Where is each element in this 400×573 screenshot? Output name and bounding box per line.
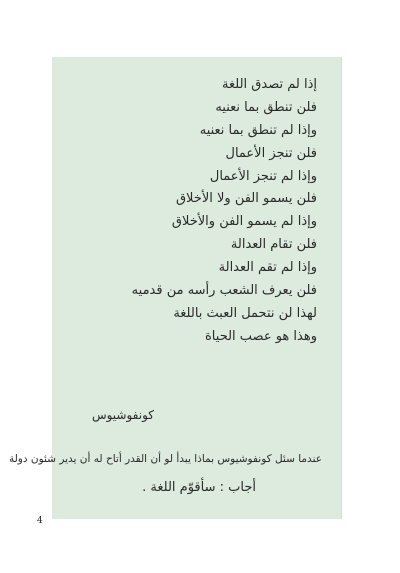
poem-line-12: وهذا هو عصب الحياة [205, 328, 317, 344]
poem-line-4: فلن تنجز الأعمال [225, 145, 317, 161]
poem-line-3: وإذا لم تنطق بما نعنيه [199, 122, 317, 138]
poem-line-8: فلن تقام العدالة [230, 237, 317, 253]
poem-line-6: فلن يسمو الفن ولا الأخلاق [175, 191, 317, 207]
page-card [8, 57, 342, 519]
poem-line-1: إذا لم تصدق اللغة [222, 77, 317, 92]
poem-line-11: لهذا لن نتحمل العبث باللغة [173, 305, 317, 321]
author-name: كونفوشيوس [91, 408, 154, 422]
poem-line-2: فلن تنطق بما نعنيه [215, 99, 317, 115]
poem-line-9: وإذا لم تقم العدالة [218, 260, 317, 276]
poem-line-7: وإذا لم يسمو الفن والأخلاق [171, 214, 317, 230]
poem-block [87, 74, 317, 349]
question-text: عندما سئل كونفوشيوس بماذا يبدأ لو أن القدر أتاح له أن يدير شئون دولة [8, 453, 322, 465]
poem-line-10: فلن يعرف الشعب رأسه من قدميه [131, 283, 317, 299]
page-number: 4 [37, 516, 43, 526]
answer-text: أجاب : سأقوّم اللغة . [142, 480, 256, 495]
poem-line-5: وإذا لم تنجز الأعمال [209, 168, 317, 184]
